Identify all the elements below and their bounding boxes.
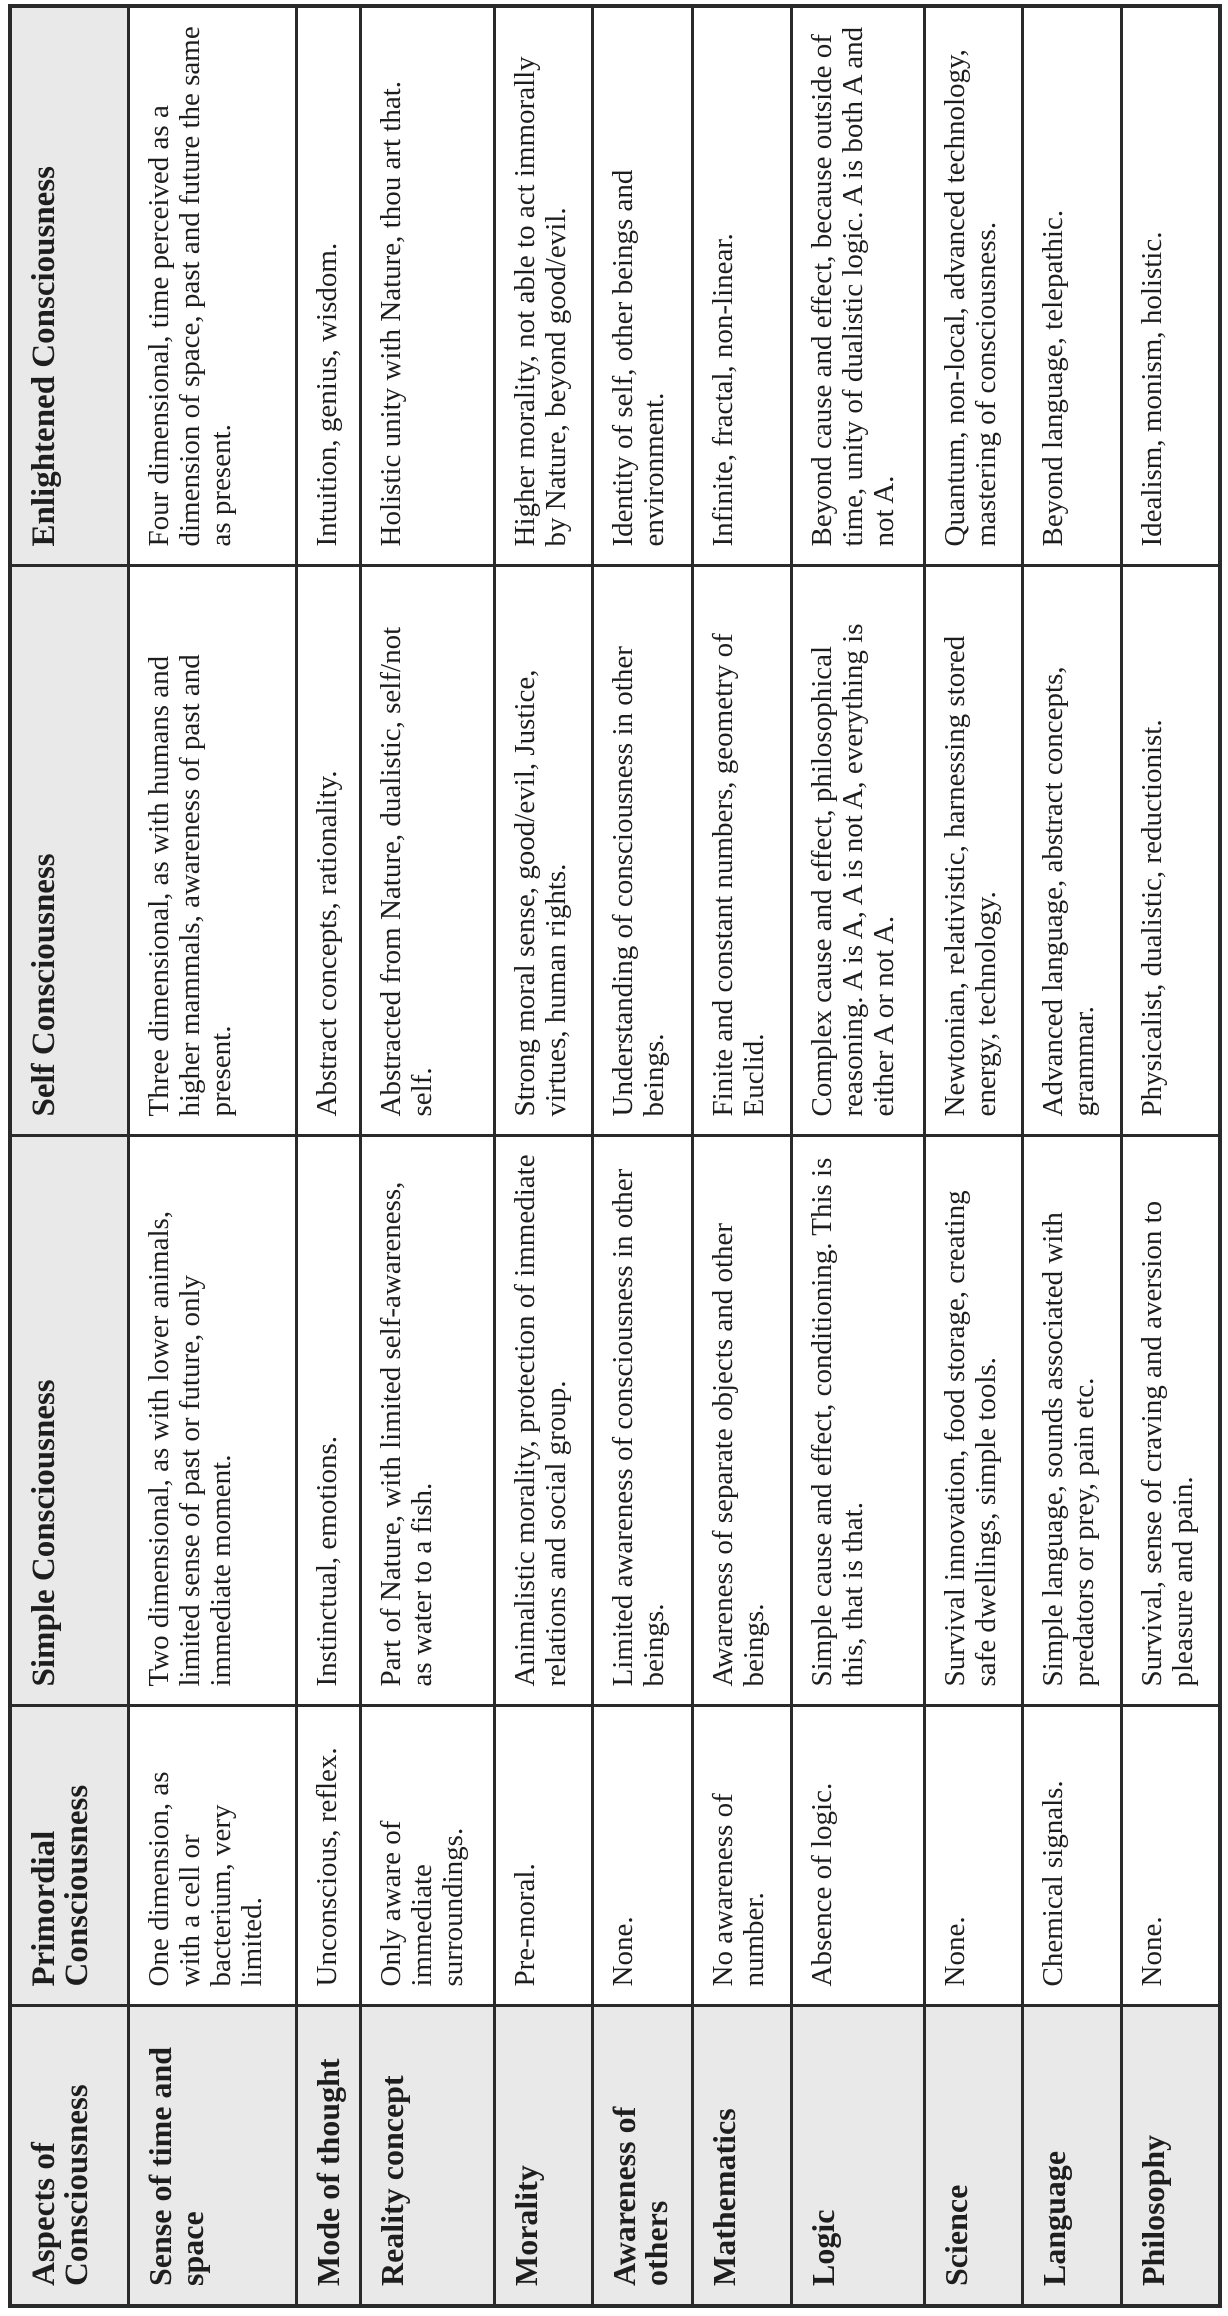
table-cell: Infinite, fractal, non-linear. [693, 6, 791, 566]
table-cell: Complex cause and effect, philosophical reasoning. A is A, A is not A, everything is either A or not A. [791, 566, 924, 1136]
table-cell: One dimension, as with a cell or bacterium, very limited. [128, 1706, 296, 2006]
header-aspects: Aspects of Consciousness [10, 2006, 128, 2306]
header-self: Self Consciousness [10, 566, 128, 1136]
table-row [296, 6, 360, 2306]
table-cell: Simple language, sounds associated with predators or prey, pain etc. [1023, 1136, 1121, 1706]
header-row [10, 6, 128, 2306]
table-row [128, 6, 296, 2306]
table-cell: Higher morality, not able to act immorally by Nature, beyond good/evil. [494, 6, 592, 566]
table-row [1121, 6, 1220, 2306]
table-cell: Idealism, monism, holistic. [1121, 6, 1220, 566]
row-label: Sense of time and space [128, 2006, 296, 2306]
table-cell: Abstracted from Nature, dualistic, self/not self. [361, 566, 494, 1136]
table-cell: Beyond cause and effect, because outside of time, unity of dualistic logic. A is both A and not A. [791, 6, 924, 566]
table-cell: Intuition, genius, wisdom. [296, 6, 360, 566]
table-cell: Survival innovation, food storage, creating safe dwellings, simple tools. [925, 1136, 1023, 1706]
header-enlightened: Enlightened Consciousness [10, 6, 128, 566]
table-row [791, 6, 924, 2306]
table-cell: Absence of logic. [791, 1706, 924, 2006]
table-cell: Awareness of separate objects and other beings. [693, 1136, 791, 1706]
table-cell: Four dimensional, time perceived as a dimension of space, past and future the same as present. [128, 6, 296, 566]
table-cell: Animalistic morality, protection of immediate relations and social group. [494, 1136, 592, 1706]
table-cell: Unconscious, reflex. [296, 1706, 360, 2006]
row-label: Mode of thought [296, 2006, 360, 2306]
table-cell: Finite and constant numbers, geometry of Euclid. [693, 566, 791, 1136]
table-cell: Strong moral sense, good/evil, Justice, virtues, human rights. [494, 566, 592, 1136]
table-cell: Quantum, non-local, advanced technology, mastering of consciousness. [925, 6, 1023, 566]
table-cell: Limited awareness of consciousness in other beings. [592, 1136, 693, 1706]
table-row [494, 6, 592, 2306]
table-cell: Survival, sense of craving and aversion to pleasure and pain. [1121, 1136, 1220, 1706]
table-cell: Understanding of consciousness in other beings. [592, 566, 693, 1136]
row-label: Logic [791, 2006, 924, 2306]
row-label: Awareness of others [592, 2006, 693, 2306]
table-cell: Three dimensional, as with humans and higher mammals, awareness of past and present. [128, 566, 296, 1136]
table-cell: Chemical signals. [1023, 1706, 1121, 2006]
table-cell: Abstract concepts, rationality. [296, 566, 360, 1136]
table-row [693, 6, 791, 2306]
header-simple: Simple Consciousness [10, 1136, 128, 1706]
table-cell: Two dimensional, as with lower animals, limited sense of past or future, only immediate moment. [128, 1136, 296, 1706]
table-row [361, 6, 494, 2306]
table-cell: Pre-moral. [494, 1706, 592, 2006]
table-row [1023, 6, 1121, 2306]
table-cell: No awareness of number. [693, 1706, 791, 2006]
table-cell: Simple cause and effect, conditioning. This is this, that is that. [791, 1136, 924, 1706]
table-cell: Beyond language, telepathic. [1023, 6, 1121, 566]
row-label: Science [925, 2006, 1023, 2306]
table-cell: Holistic unity with Nature, thou art that. [361, 6, 494, 566]
table-cell: None. [925, 1706, 1023, 2006]
table-cell: Only aware of immediate surroundings. [361, 1706, 494, 2006]
row-label: Mathematics [693, 2006, 791, 2306]
row-label: Philosophy [1121, 2006, 1220, 2306]
row-label: Reality concept [361, 2006, 494, 2306]
table-row [925, 6, 1023, 2306]
row-label: Morality [494, 2006, 592, 2306]
table-row [592, 6, 693, 2306]
table-cell: Identity of self, other beings and environment. [592, 6, 693, 566]
table-cell: Advanced language, abstract concepts, grammar. [1023, 566, 1121, 1136]
table-cell: Instinctual, emotions. [296, 1136, 360, 1706]
table-cell: Physicalist, dualistic, reductionist. [1121, 566, 1220, 1136]
table-cell: Newtonian, relativistic, harnessing stored energy, technology. [925, 566, 1023, 1136]
row-label: Language [1023, 2006, 1121, 2306]
header-primordial: Primordial Consciousness [10, 1706, 128, 2006]
consciousness-table [8, 4, 1222, 2308]
table-cell: None. [1121, 1706, 1220, 2006]
table-cell: Part of Nature, with limited self-awareness, as water to a fish. [361, 1136, 494, 1706]
table-cell: None. [592, 1706, 693, 2006]
